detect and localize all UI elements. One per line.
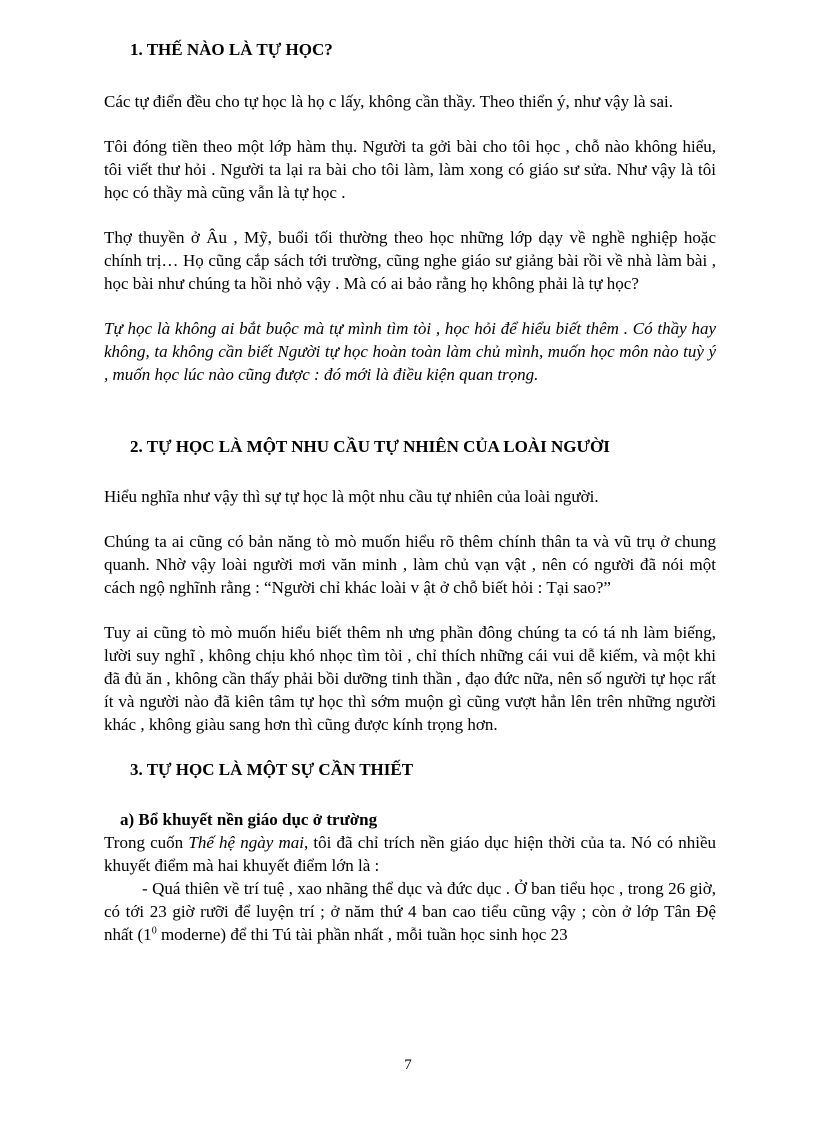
section-3-paragraph-2-start: - Quá thiên về trí tuệ , xao nhãng thể dục và đức dục . Ở ban tiểu học , trong 26 giờ, có tới 23 giờ rưỡi để luyện trí ; ở năm thứ 4 ban cao tiểu cũng vậy ; còn ở lớp Tân Đệ nhất (1 <box>104 879 716 944</box>
superscript-zero: 0 <box>151 925 157 937</box>
section-1-heading: 1. THẾ NÀO LÀ TỰ HỌC? <box>130 40 333 59</box>
section-3-paragraph-1-start: Trong cuốn <box>104 833 189 852</box>
section-3-paragraph-1 <box>104 831 716 877</box>
section-1-paragraph-2: Tôi đóng tiền theo một lớp hàm thụ. Người ta gởi bài cho tôi học , chỗ nào không hiểu, tôi viết thư hỏi . Người ta lại ra bài cho tôi làm, làm xong có giáo sư sửa. Như vậy là tôi học có thầy mà cũng vẫn là tự học . <box>104 137 716 202</box>
section-3-heading: 3. TỰ HỌC LÀ MỘT SỰ CẦN THIẾT <box>130 760 414 779</box>
section-3-paragraph-2-end: moderne) để thi Tú tài phần nhất , mỗi tuần học sinh học 23 <box>156 925 568 944</box>
section-2-paragraph-2: Chúng ta ai cũng có bản năng tò mò muốn hiểu rõ thêm chính thân ta và vũ trụ ở chung quanh. Nhờ vậy loài người mơi văn minh , làm chủ vạn vật , nên có người đã nói một cách ngộ nghĩnh rằng : “Người chỉ khác loài v ật ở chỗ biết hỏi : Tại sao?” <box>104 532 716 597</box>
section-1-paragraph-1: Các tự điển đều cho tự học là họ c lấy, không cần thầy. Theo thiển ý, như vậy là sai. <box>104 92 673 111</box>
section-1-paragraph-3: Thợ thuyền ở Âu , Mỹ, buổi tối thường theo học những lớp dạy về nghề nghiệp hoặc chính trị… Họ cũng cắp sách tới trường, cũng nghe giáo sư giảng bài rồi về nhà làm bài , học bài như chúng ta hồi nhỏ vậy . Mà có ai bảo rằng họ không phải là tự học? <box>104 228 716 293</box>
document-page <box>104 38 716 946</box>
section-3-body <box>104 831 716 946</box>
section-3-subheading: a) Bổ khuyết nền giáo dục ở trường <box>120 810 378 829</box>
section-3-paragraph-2 <box>104 877 716 946</box>
section-2-paragraph-3: Tuy ai cũng tò mò muốn hiểu biết thêm nh ưng phần đông chúng ta có tá nh làm biếng, lười suy nghĩ , không chịu khó nhọc tìm tòi , chỉ thích những cái vui dễ kiếm, và một khi đã đủ ăn , không cần thấy phải bồi dưỡng tinh thần , đạo đức nữa, nên số người tự học rất ít và người nào đã kiên tâm tự học thì sớm muộn gì cũng vượt hẳn lên trên những người khác , không giàu sang hơn thì cũng được kính trọng hơn. <box>104 623 716 734</box>
page-number: 7 <box>404 1057 412 1073</box>
section-2-paragraph-1: Hiểu nghĩa như vậy thì sự tự học là một nhu cầu tự nhiên của loài người. <box>104 487 599 506</box>
section-1-paragraph-4-italic: Tự học là không ai bắt buộc mà tự mình tìm tòi , học hỏi để hiểu biết thêm . Có thầy hay không, ta không cần biết Người tự học hoàn toàn làm chủ mình, muốn học môn nào tuỳ ý , muốn học lúc nào cũng được : đó mới là điều kiện quan trọng. <box>104 319 716 384</box>
section-2-heading: 2. TỰ HỌC LÀ MỘT NHU CẦU TỰ NHIÊN CỦA LOÀI NGƯỜI <box>130 437 610 456</box>
section-3-paragraph-1-end: , tôi đã chỉ trích nền giáo dục hiện thời của ta. Nó có nhiều khuyết điểm mà hai khuyết điểm lớn là : <box>104 833 716 875</box>
book-title: Thế hệ ngày mai <box>188 833 304 852</box>
